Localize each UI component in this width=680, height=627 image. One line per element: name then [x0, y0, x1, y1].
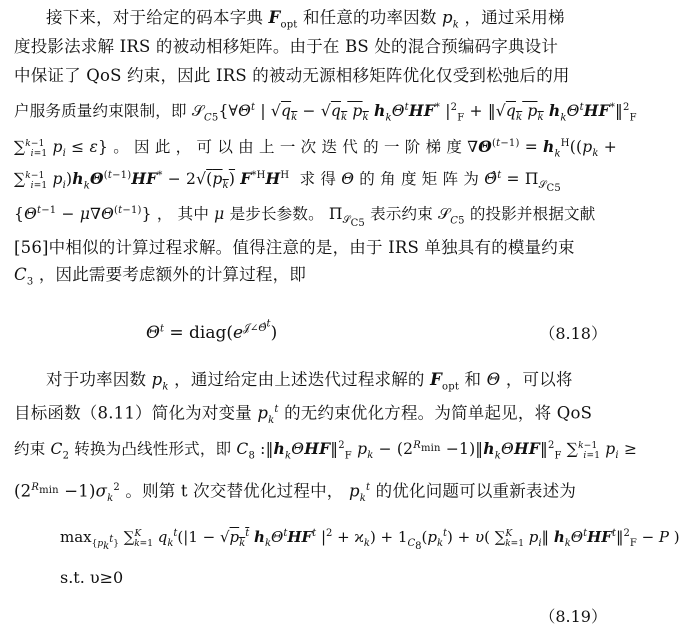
equation-constraint: s.t. υ≥0	[60, 568, 124, 587]
text-line: $C_3$ ，因此需要考虑额外的计算过程，即	[14, 265, 307, 288]
text-line: $(2^{R_{min}} -1)\sigma_k^2$ 。则第 t 次交替优化过程中， $p_k^t$ 的优化问题可以重新表述为	[14, 481, 577, 504]
text-line: 中保证了 QoS 约束，因此 IRS 的被动无源相移矩阵优化仅受到松弛后的用	[14, 66, 570, 85]
text-line: 度投影法求解 IRS 的被动相移矩阵。由于在 BS 处的混合预编码字典设计	[14, 37, 559, 56]
text-line: 目标函数（8.11）简化为对变量 $p_k^t$ 的无约束优化方程。为简单起见，将 QoS	[14, 403, 593, 426]
equation-number: （8.19）	[539, 607, 607, 626]
text-line: 约束 $C_2$ 转换为凸线性形式，即 $C_8$ $:‖h_k\Theta HF‖^2_F$ $p_k - (2^{R_{min}}$ $-1)‖h_k\Theta HF‖^2_F$ ∑$^{k-1}_{i=1}$ $p_i$ ≥	[14, 439, 638, 462]
text-line: [56]中相似的计算过程求解。值得注意的是，由于 IRS 单独具有的模量约束	[14, 238, 575, 257]
text-line: ∑$^{k-1}_{i=1}$ $p_i)h_k\Theta^{(t-1)}HF^* - 2√(p_k)$ $F^{*H}H^H$ 求 得 Θ 的 角 度 矩 阵 为 Θ̂$^t$ = $\Pi_{𝒮_{C5}}$	[14, 169, 561, 195]
text-line: 对于功率因数 $p_k$ ，通过给定由上述迭代过程求解的 $F_{opt}$ 和 Θ ，可以将	[46, 370, 573, 393]
text-line: 接下来，对于给定的码本字典 $F_{opt}$ 和任意的功率因数 $p_k$ ，通过采用梯	[46, 8, 565, 31]
text-line: $\{\Theta^{t-1} - \mu\nabla\Theta^{(t-1)}\}$ ， 其中 μ 是步长参数。 $\Pi_{𝒮_{C5}}$ 表示约束 𝒮$_{C5}$ 的投影并根据文献	[14, 205, 596, 230]
equation-8-18: $\Theta^t$ = $diag(e^{𝒥\angle\Thetâ^t})$	[146, 319, 278, 343]
equation-8-19: $\max_{\{p_k^t\}} \sum^K_{k=1}$ $q_k^t(|1 - √p_k^t$ $h_k\Theta^tHF^t$ $|^2 + ϰ_k) + 1_{C_8}(p_k^t) + \upsilon$( ∑$^K_{k=1}$ $p_i‖$ $h_k\Theta^tHF^t‖^2_F - P$ )	[60, 528, 680, 552]
equation-number: （8.18）	[539, 324, 607, 343]
text-line: 户服务质量约束限制，即 $𝒮_{C5}\{\forall\Theta^t$ | $√q_k - √q_k$ $p_k$ $h_k\Theta^tHF^*$ $|^2_F$ + $‖√q_k$ $p_k$ $h_k\Theta^tHF^*‖^2_F$	[14, 101, 637, 124]
text-line: ∑$^{k-1}_{i=1}$ $p_i \le \varepsilon$} 。 因 此 ， 可 以 由 上 一 次 迭 代 的 一 阶 梯 度 $\nabla\Theta^{(t-1)} = h_k^H((p_k$ +	[14, 137, 617, 160]
